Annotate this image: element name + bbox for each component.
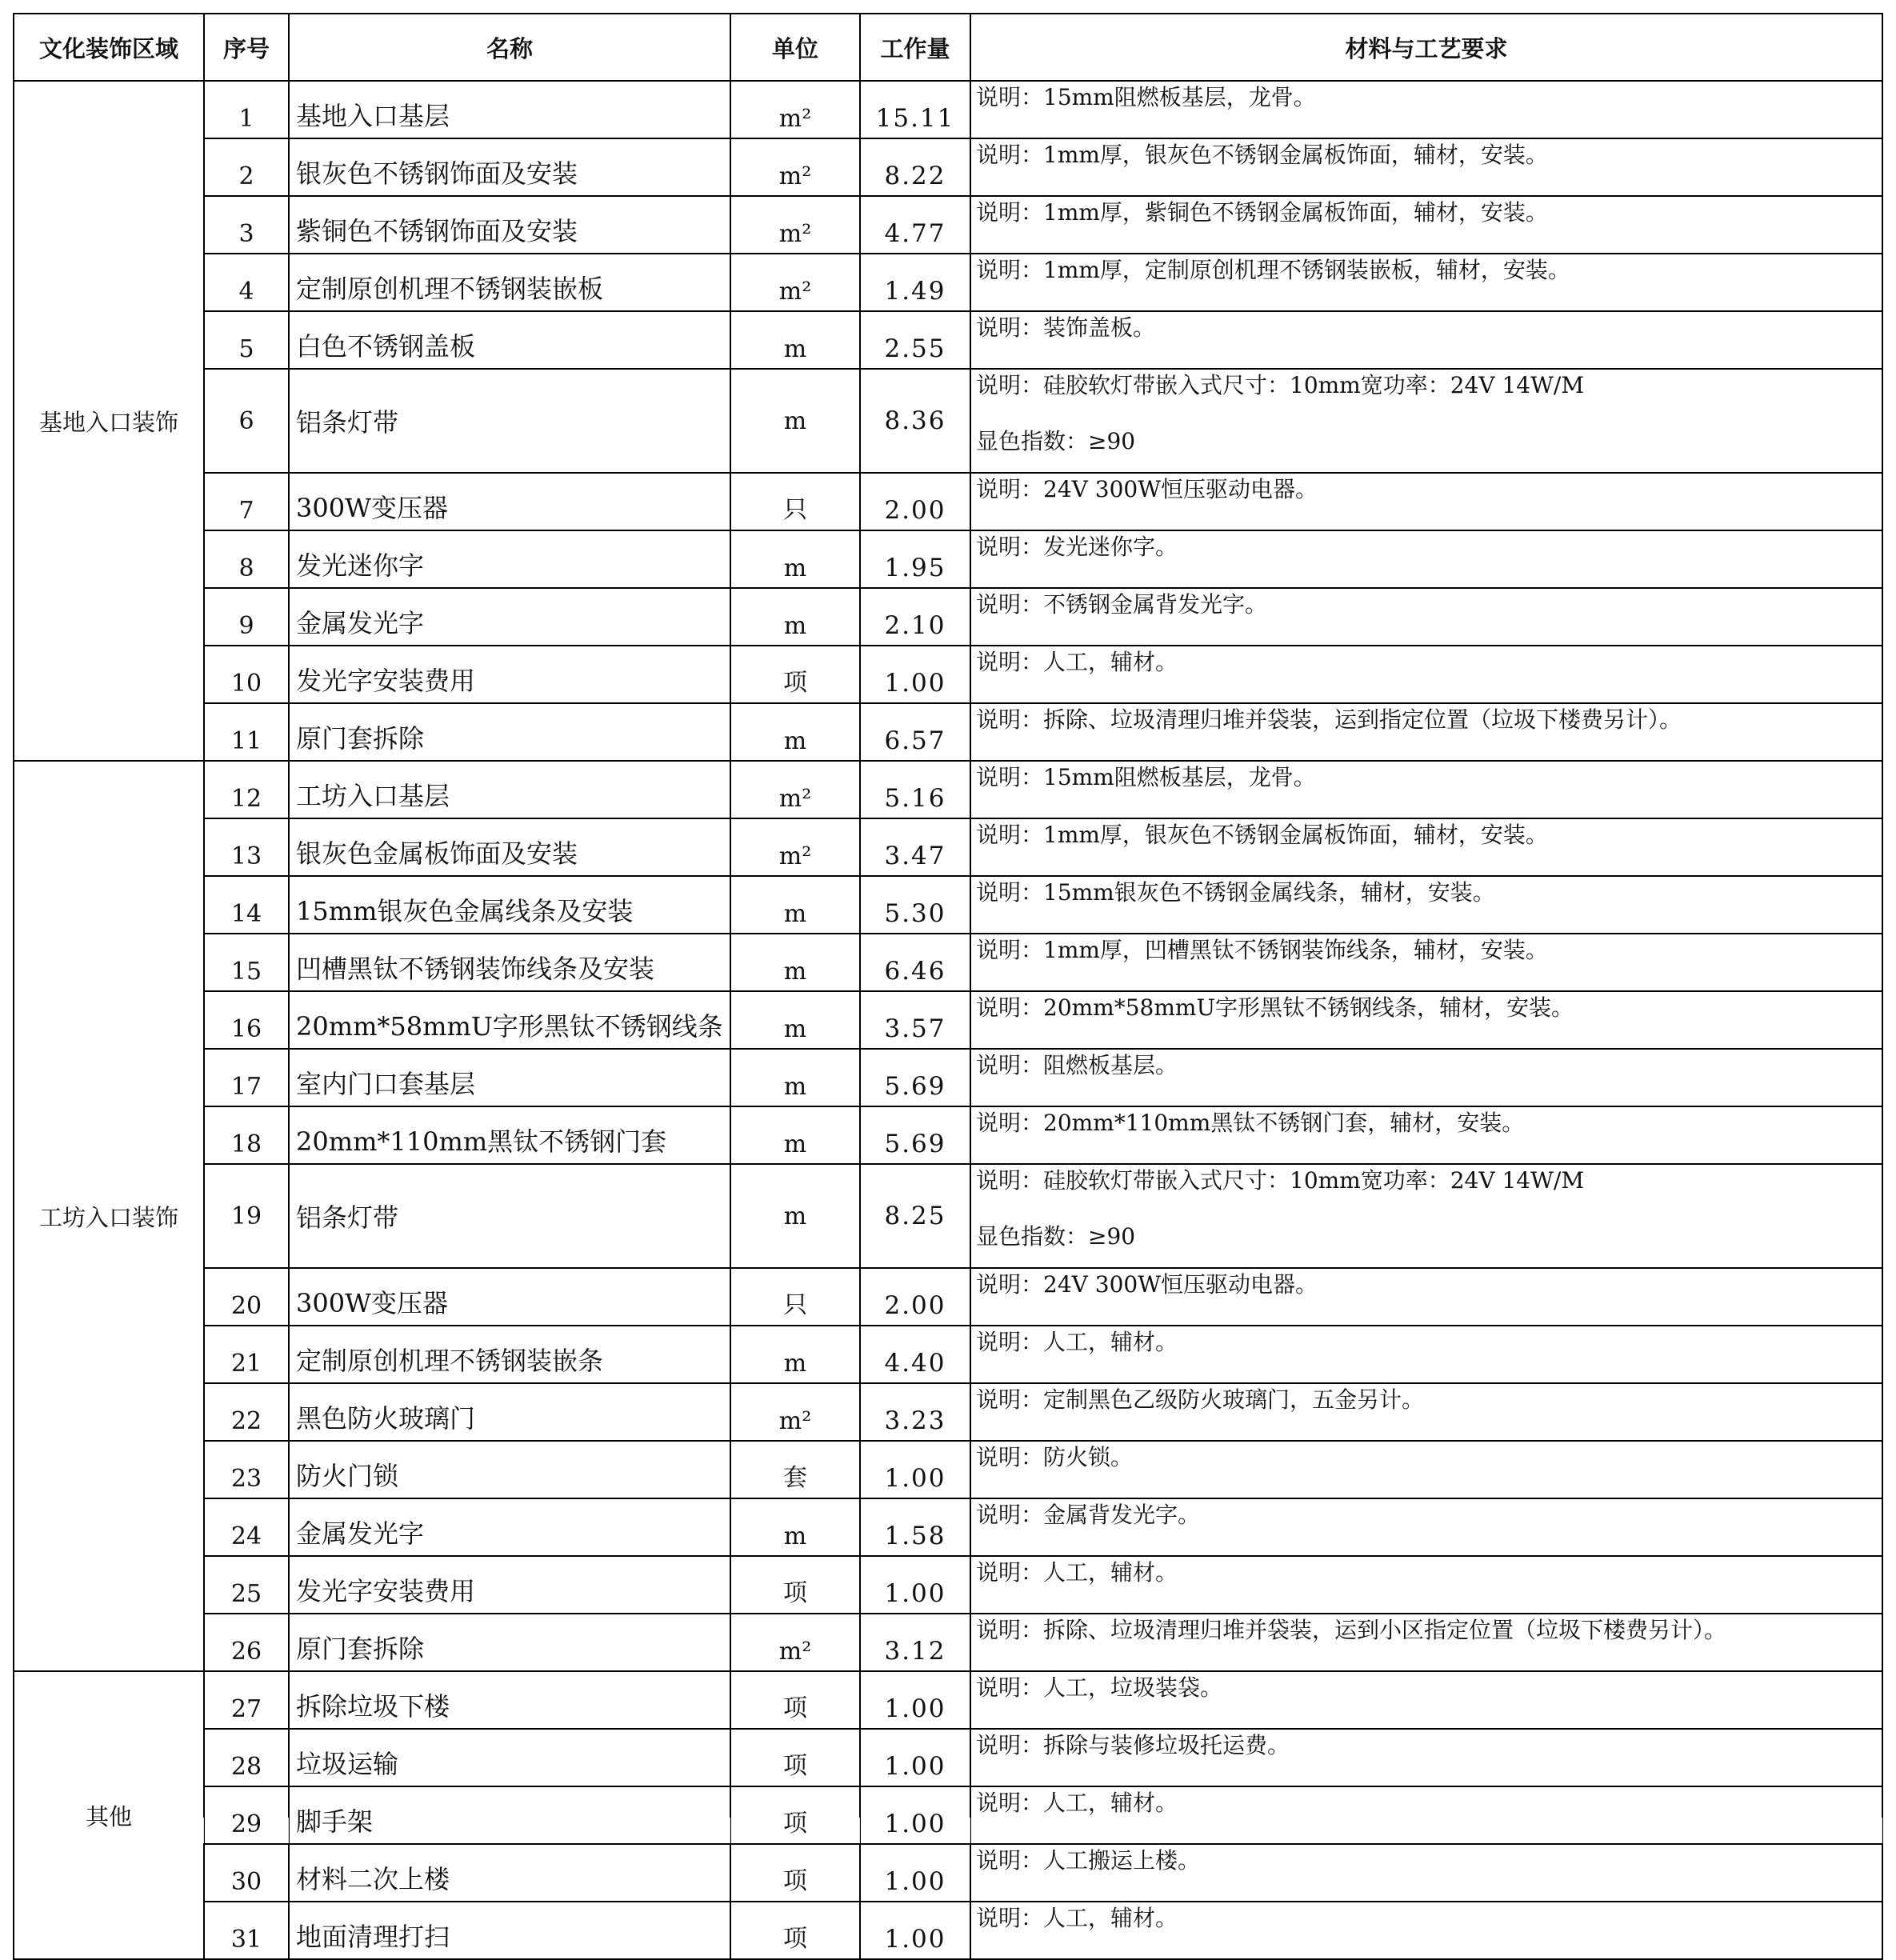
table-row xyxy=(14,1556,1882,1614)
requirement-cell xyxy=(970,1268,1882,1326)
name-cell: 白色不锈钢盖板 xyxy=(289,311,730,369)
seq-cell: 17 xyxy=(204,1049,289,1106)
requirement-line: 说明：人工，辅材。 xyxy=(976,1905,1178,1931)
requirement-cell xyxy=(970,196,1882,254)
requirement-line: 说明：拆除与装修垃圾托运费。 xyxy=(976,1732,1290,1758)
name-cell: 原门套拆除 xyxy=(289,703,730,761)
name-cell: 材料二次上楼 xyxy=(289,1844,730,1902)
header-seq: 序号 xyxy=(204,14,289,81)
requirement-line: 说明：1mm厚，定制原创机理不锈钢装嵌板，辅材，安装。 xyxy=(976,257,1570,283)
seq-cell: 19 xyxy=(204,1164,289,1268)
quantity-cell: 1.00 xyxy=(860,1786,970,1844)
requirement-cell xyxy=(970,1498,1882,1556)
name-cell: 工坊入口基层 xyxy=(289,761,730,818)
table-row xyxy=(14,1164,1882,1268)
seq-cell: 2 xyxy=(204,138,289,196)
quantity-cell: 8.36 xyxy=(860,369,970,473)
quantity-cell: 1.00 xyxy=(860,646,970,703)
seq-cell: 1 xyxy=(204,81,289,138)
quantity-cell: 2.00 xyxy=(860,1268,970,1326)
requirement-cell xyxy=(970,1671,1882,1729)
name-cell: 地面清理打扫 xyxy=(289,1902,730,1959)
seq-cell: 23 xyxy=(204,1441,289,1498)
requirement-line: 显色指数：≥90 xyxy=(976,428,1136,454)
quantity-cell: 2.00 xyxy=(860,473,970,530)
requirement-cell xyxy=(970,311,1882,369)
requirement-line: 说明：人工，垃圾装袋。 xyxy=(976,1674,1223,1701)
table-row xyxy=(14,1614,1882,1671)
requirement-cell xyxy=(970,1049,1882,1106)
name-cell: 室内门口套基层 xyxy=(289,1049,730,1106)
table-row xyxy=(14,991,1882,1049)
seq-cell: 31 xyxy=(204,1902,289,1959)
requirement-line: 说明：1mm厚，紫铜色不锈钢金属板饰面，辅材，安装。 xyxy=(976,199,1548,226)
header-row xyxy=(14,14,1882,81)
seq-cell: 16 xyxy=(204,991,289,1049)
seq-cell: 18 xyxy=(204,1106,289,1164)
name-cell: 发光字安装费用 xyxy=(289,646,730,703)
seq-cell: 7 xyxy=(204,473,289,530)
requirement-line: 说明：装饰盖板。 xyxy=(976,314,1156,341)
requirement-line: 说明：发光迷你字。 xyxy=(976,534,1178,560)
seq-cell: 26 xyxy=(204,1614,289,1671)
name-cell: 铝条灯带 xyxy=(289,1164,730,1268)
table-row xyxy=(14,1902,1882,1959)
name-cell: 原门套拆除 xyxy=(289,1614,730,1671)
requirement-cell xyxy=(970,254,1882,311)
requirement-cell xyxy=(970,1326,1882,1383)
quantity-cell: 6.46 xyxy=(860,934,970,991)
seq-cell: 15 xyxy=(204,934,289,991)
table-row xyxy=(14,1729,1882,1786)
region-cell: 其他 xyxy=(14,1671,204,1959)
seq-cell: 12 xyxy=(204,761,289,818)
name-cell: 黑色防火玻璃门 xyxy=(289,1383,730,1441)
quantity-cell: 3.47 xyxy=(860,818,970,876)
unit-cell: 项 xyxy=(730,1556,860,1614)
seq-cell: 14 xyxy=(204,876,289,934)
unit-cell: 项 xyxy=(730,1729,860,1786)
quantity-cell: 3.12 xyxy=(860,1614,970,1671)
unit-cell: m xyxy=(730,588,860,646)
requirement-cell xyxy=(970,876,1882,934)
table-row xyxy=(14,311,1882,369)
seq-cell: 10 xyxy=(204,646,289,703)
seq-cell: 27 xyxy=(204,1671,289,1729)
requirement-line: 说明：硅胶软灯带嵌入式尺寸：10mm宽功率：24V 14W/M xyxy=(976,372,1584,398)
quantity-cell: 8.25 xyxy=(860,1164,970,1268)
table-row xyxy=(14,1049,1882,1106)
seq-cell: 21 xyxy=(204,1326,289,1383)
name-cell: 300W变压器 xyxy=(289,1268,730,1326)
requirement-line: 说明：硅胶软灯带嵌入式尺寸：10mm宽功率：24V 14W/M xyxy=(976,1167,1584,1194)
quantity-cell: 3.23 xyxy=(860,1383,970,1441)
unit-cell: m xyxy=(730,1498,860,1556)
table-row xyxy=(14,254,1882,311)
name-cell: 防火门锁 xyxy=(289,1441,730,1498)
requirement-cell xyxy=(970,369,1882,473)
table-row xyxy=(14,1106,1882,1164)
requirement-line: 说明：人工，辅材。 xyxy=(976,1790,1178,1816)
requirement-cell xyxy=(970,588,1882,646)
table-row xyxy=(14,703,1882,761)
requirement-line: 说明：15mm银灰色不锈钢金属线条，辅材，安装。 xyxy=(976,879,1495,906)
requirement-line: 说明：20mm*110mm黑钛不锈钢门套，辅材，安装。 xyxy=(976,1110,1525,1136)
requirement-line: 说明：阻燃板基层。 xyxy=(976,1052,1178,1078)
unit-cell: 套 xyxy=(730,1441,860,1498)
table-row xyxy=(14,588,1882,646)
unit-cell: m² xyxy=(730,138,860,196)
seq-cell: 30 xyxy=(204,1844,289,1902)
name-cell: 铝条灯带 xyxy=(289,369,730,473)
header-requirements: 材料与工艺要求 xyxy=(970,14,1882,81)
unit-cell: m xyxy=(730,876,860,934)
unit-cell: m xyxy=(730,991,860,1049)
unit-cell: 项 xyxy=(730,1786,860,1844)
unit-cell: m² xyxy=(730,1383,860,1441)
requirement-line: 说明：24V 300W恒压驱动电器。 xyxy=(976,1271,1318,1298)
quantity-cell: 4.77 xyxy=(860,196,970,254)
seq-cell: 4 xyxy=(204,254,289,311)
seq-cell: 29 xyxy=(204,1786,289,1844)
requirement-cell xyxy=(970,1729,1882,1786)
quantity-cell: 5.30 xyxy=(860,876,970,934)
table-row xyxy=(14,81,1882,138)
table-row xyxy=(14,876,1882,934)
unit-cell: m² xyxy=(730,254,860,311)
quantity-cell: 1.00 xyxy=(860,1556,970,1614)
header-region: 文化装饰区域 xyxy=(14,14,204,81)
empty-grid-below xyxy=(13,1818,1882,1843)
table-row xyxy=(14,1498,1882,1556)
unit-cell: m xyxy=(730,1326,860,1383)
unit-cell: 只 xyxy=(730,473,860,530)
requirement-line: 说明：金属背发光字。 xyxy=(976,1502,1201,1528)
seq-cell: 11 xyxy=(204,703,289,761)
requirement-line: 说明：人工搬运上楼。 xyxy=(976,1847,1201,1874)
requirement-cell xyxy=(970,1614,1882,1671)
seq-cell: 8 xyxy=(204,530,289,588)
seq-cell: 6 xyxy=(204,369,289,473)
requirement-line: 说明：1mm厚，银灰色不锈钢金属板饰面，辅材，安装。 xyxy=(976,822,1548,848)
requirement-line: 显色指数：≥90 xyxy=(976,1223,1136,1250)
requirement-cell xyxy=(970,761,1882,818)
unit-cell: m xyxy=(730,1106,860,1164)
region-cell: 工坊入口装饰 xyxy=(14,761,204,1671)
unit-cell: m xyxy=(730,934,860,991)
header-quantity: 工作量 xyxy=(860,14,970,81)
quantity-cell: 5.16 xyxy=(860,761,970,818)
quantity-cell: 2.10 xyxy=(860,588,970,646)
unit-cell: m² xyxy=(730,1614,860,1671)
table-row xyxy=(14,1383,1882,1441)
name-cell: 发光字安装费用 xyxy=(289,1556,730,1614)
table-row xyxy=(14,369,1882,473)
table-row xyxy=(14,934,1882,991)
table-row xyxy=(14,473,1882,530)
unit-cell: m² xyxy=(730,81,860,138)
unit-cell: m xyxy=(730,311,860,369)
table-row xyxy=(14,761,1882,818)
name-cell: 基地入口基层 xyxy=(289,81,730,138)
name-cell: 金属发光字 xyxy=(289,588,730,646)
quantity-cell: 5.69 xyxy=(860,1049,970,1106)
requirement-cell xyxy=(970,646,1882,703)
requirement-cell xyxy=(970,1844,1882,1902)
name-cell: 垃圾运输 xyxy=(289,1729,730,1786)
seq-cell: 22 xyxy=(204,1383,289,1441)
seq-cell: 3 xyxy=(204,196,289,254)
requirement-line: 说明：15mm阻燃板基层，龙骨。 xyxy=(976,84,1316,110)
unit-cell: m xyxy=(730,1049,860,1106)
requirement-line: 说明：拆除、垃圾清理归堆并袋装，运到指定位置（垃圾下楼费另计）。 xyxy=(976,706,1682,733)
name-cell: 脚手架 xyxy=(289,1786,730,1844)
table-row xyxy=(14,530,1882,588)
table-row xyxy=(14,646,1882,703)
name-cell: 金属发光字 xyxy=(289,1498,730,1556)
name-cell: 20mm*58mmU字形黑钛不锈钢线条 xyxy=(289,991,730,1049)
seq-cell: 25 xyxy=(204,1556,289,1614)
quantity-cell: 1.49 xyxy=(860,254,970,311)
quantity-cell: 5.69 xyxy=(860,1106,970,1164)
unit-cell: 项 xyxy=(730,1671,860,1729)
requirement-cell xyxy=(970,991,1882,1049)
requirement-cell xyxy=(970,1106,1882,1164)
requirement-cell xyxy=(970,81,1882,138)
requirement-line: 说明：24V 300W恒压驱动电器。 xyxy=(976,476,1318,502)
name-cell: 紫铜色不锈钢饰面及安装 xyxy=(289,196,730,254)
name-cell: 银灰色不锈钢饰面及安装 xyxy=(289,138,730,196)
quantity-cell: 1.95 xyxy=(860,530,970,588)
unit-cell: m² xyxy=(730,818,860,876)
requirement-cell xyxy=(970,530,1882,588)
quantity-cell: 8.22 xyxy=(860,138,970,196)
seq-cell: 5 xyxy=(204,311,289,369)
table-row xyxy=(14,1671,1882,1729)
requirement-line: 说明：15mm阻燃板基层，龙骨。 xyxy=(976,764,1316,790)
region-cell: 基地入口装饰 xyxy=(14,81,204,761)
quantity-cell: 6.57 xyxy=(860,703,970,761)
quantity-cell: 1.00 xyxy=(860,1844,970,1902)
unit-cell: m xyxy=(730,1164,860,1268)
unit-cell: m² xyxy=(730,761,860,818)
unit-cell: 只 xyxy=(730,1268,860,1326)
quantity-cell: 1.58 xyxy=(860,1498,970,1556)
table-row xyxy=(14,1326,1882,1383)
table-row xyxy=(14,1441,1882,1498)
quantity-cell: 1.00 xyxy=(860,1729,970,1786)
requirement-line: 说明：人工，辅材。 xyxy=(976,1559,1178,1586)
seq-cell: 24 xyxy=(204,1498,289,1556)
name-cell: 20mm*110mm黑钛不锈钢门套 xyxy=(289,1106,730,1164)
requirement-cell xyxy=(970,138,1882,196)
requirement-cell xyxy=(970,1164,1882,1268)
table-row xyxy=(14,138,1882,196)
header-unit: 单位 xyxy=(730,14,860,81)
name-cell: 定制原创机理不锈钢装嵌板 xyxy=(289,254,730,311)
requirement-cell xyxy=(970,1441,1882,1498)
seq-cell: 28 xyxy=(204,1729,289,1786)
requirement-cell xyxy=(970,1902,1882,1959)
quantity-cell: 2.55 xyxy=(860,311,970,369)
unit-cell: 项 xyxy=(730,1844,860,1902)
requirement-line: 说明：定制黑色乙级防火玻璃门，五金另计。 xyxy=(976,1386,1425,1413)
requirement-cell xyxy=(970,1556,1882,1614)
table-row xyxy=(14,196,1882,254)
table-row xyxy=(14,1844,1882,1902)
unit-cell: m xyxy=(730,530,860,588)
table-row xyxy=(14,818,1882,876)
requirement-cell xyxy=(970,703,1882,761)
requirement-line: 说明：不锈钢金属背发光字。 xyxy=(976,591,1268,618)
requirement-line: 说明：人工，辅材。 xyxy=(976,649,1178,675)
seq-cell: 13 xyxy=(204,818,289,876)
requirement-line: 说明：拆除、垃圾清理归堆并袋装，运到小区指定位置（垃圾下楼费另计）。 xyxy=(976,1617,1727,1643)
quantity-cell: 1.00 xyxy=(860,1902,970,1959)
name-cell: 拆除垃圾下楼 xyxy=(289,1671,730,1729)
unit-cell: 项 xyxy=(730,1902,860,1959)
name-cell: 15mm银灰色金属线条及安装 xyxy=(289,876,730,934)
name-cell: 发光迷你字 xyxy=(289,530,730,588)
quantity-table xyxy=(13,13,1883,1960)
name-cell: 定制原创机理不锈钢装嵌条 xyxy=(289,1326,730,1383)
requirement-cell xyxy=(970,818,1882,876)
header-name: 名称 xyxy=(289,14,730,81)
unit-cell: 项 xyxy=(730,646,860,703)
name-cell: 300W变压器 xyxy=(289,473,730,530)
table-row xyxy=(14,1268,1882,1326)
requirement-cell xyxy=(970,934,1882,991)
requirement-line: 说明：1mm厚，银灰色不锈钢金属板饰面，辅材，安装。 xyxy=(976,142,1548,168)
quantity-cell: 1.00 xyxy=(860,1441,970,1498)
quantity-cell: 4.40 xyxy=(860,1326,970,1383)
name-cell: 银灰色金属板饰面及安装 xyxy=(289,818,730,876)
requirement-line: 说明：人工，辅材。 xyxy=(976,1329,1178,1355)
requirement-line: 说明：1mm厚，凹槽黑钛不锈钢装饰线条，辅材，安装。 xyxy=(976,937,1548,963)
quantity-cell: 15.11 xyxy=(860,81,970,138)
requirement-cell xyxy=(970,1383,1882,1441)
seq-cell: 20 xyxy=(204,1268,289,1326)
requirement-cell xyxy=(970,473,1882,530)
requirement-line: 说明：防火锁。 xyxy=(976,1444,1134,1470)
seq-cell: 9 xyxy=(204,588,289,646)
unit-cell: m xyxy=(730,703,860,761)
quantity-cell: 1.00 xyxy=(860,1671,970,1729)
quantity-cell: 3.57 xyxy=(860,991,970,1049)
name-cell: 凹槽黑钛不锈钢装饰线条及安装 xyxy=(289,934,730,991)
requirement-line: 说明：20mm*58mmU字形黑钛不锈钢线条，辅材，安装。 xyxy=(976,994,1574,1021)
unit-cell: m xyxy=(730,369,860,473)
unit-cell: m² xyxy=(730,196,860,254)
